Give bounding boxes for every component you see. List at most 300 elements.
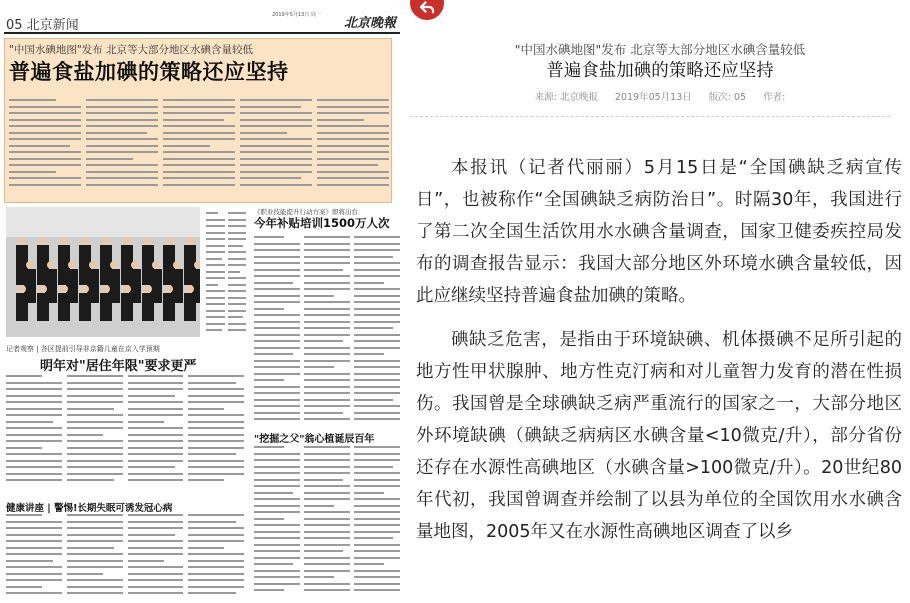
text-line (254, 405, 300, 407)
text-line (354, 275, 400, 277)
story3-text-columns (254, 446, 400, 596)
text-line (188, 453, 235, 455)
choir-photo-image (6, 207, 200, 337)
text-line (86, 112, 158, 114)
text-line (206, 271, 225, 273)
text-line (188, 534, 244, 536)
text-line (354, 492, 384, 494)
text-line (6, 460, 62, 462)
text-line (6, 553, 62, 555)
text-line (304, 308, 350, 310)
text-line (9, 184, 81, 186)
text-line (228, 258, 247, 260)
text-line (354, 589, 400, 591)
article-date: 2019年05月13日 (614, 92, 692, 103)
choir-singer-body (100, 293, 112, 321)
text-line (254, 321, 300, 323)
text-line (254, 479, 300, 481)
text-line (6, 401, 62, 403)
text-line (304, 288, 350, 290)
text-line (254, 366, 300, 368)
text-line (228, 284, 247, 286)
text-line (254, 459, 300, 461)
choir-singer-head (110, 261, 118, 269)
text-line (188, 573, 244, 575)
article-paragraph: 本报讯（记者代丽丽）5月15日是“全国碘缺乏病宣传日”，也被称作“全国碘缺乏病防治日”。时隔30年，我国进行了第二次全国生活饮用水水碘含量调查，国家卫健委疾控局发布的调查报告显示：我国大部分地区外环境水碘含量较低，因此应继续坚持普遍食盐加碘的策略。 (416, 158, 902, 306)
text-line (67, 479, 114, 481)
text-line (254, 256, 300, 258)
text-line (304, 412, 343, 414)
text-line (6, 540, 62, 542)
text-line (254, 353, 293, 355)
text-line (354, 511, 400, 513)
text-line (354, 505, 400, 507)
text-line (206, 297, 225, 299)
text-line (354, 360, 400, 362)
text-line (206, 212, 218, 214)
text-line (206, 323, 225, 325)
text-line (206, 245, 225, 247)
text-line (128, 460, 184, 462)
text-line (304, 243, 350, 245)
text-line (128, 440, 184, 442)
text-line (304, 405, 350, 407)
text-line (254, 373, 300, 375)
text-line (228, 329, 247, 331)
text-line (354, 262, 400, 264)
text-line (354, 327, 393, 329)
article-pane (410, 0, 910, 603)
text-line (228, 264, 247, 266)
text-line (163, 99, 235, 101)
text-line (9, 119, 81, 121)
text-line (354, 570, 400, 572)
text-line (254, 282, 293, 284)
text-line (206, 232, 225, 234)
text-line (304, 366, 334, 368)
text-column (254, 236, 300, 426)
text-line (354, 347, 400, 349)
text-line (254, 243, 300, 245)
choir-singer-head (60, 237, 68, 245)
text-line (188, 440, 244, 442)
text-line (206, 277, 225, 279)
text-line (128, 527, 184, 529)
text-column (317, 99, 389, 199)
text-line (228, 219, 247, 221)
newspaper-page[interactable] (0, 0, 404, 603)
text-line (254, 576, 300, 578)
text-line (188, 427, 244, 429)
text-line (240, 112, 312, 114)
text-line (354, 518, 400, 520)
text-line (6, 547, 62, 549)
lead-story-text-columns (9, 99, 389, 199)
text-line (67, 395, 123, 397)
text-line (317, 158, 389, 160)
text-line (128, 586, 184, 588)
choir-singer-head (89, 261, 97, 269)
text-line (254, 249, 300, 251)
text-line (128, 421, 164, 423)
text-line (304, 347, 350, 349)
choir-singer-head (123, 237, 131, 245)
text-line (254, 453, 300, 455)
story2-headline[interactable]: 明年对"居住年限"要求更严 (40, 359, 197, 374)
text-line (163, 171, 235, 173)
text-line (354, 399, 393, 401)
text-line (254, 485, 300, 487)
text-line (67, 534, 123, 536)
text-line (354, 531, 400, 533)
text-line (6, 453, 62, 455)
text-line (354, 485, 400, 487)
text-line (354, 295, 400, 297)
text-column (86, 99, 158, 199)
text-line (354, 412, 400, 414)
text-line (67, 434, 103, 436)
text-line (206, 316, 225, 318)
text-line (228, 271, 240, 273)
text-line (6, 566, 62, 568)
text-column (304, 446, 350, 596)
text-line (188, 408, 224, 410)
choir-singer-body (142, 293, 154, 321)
lead-story-block[interactable] (4, 38, 392, 203)
text-line (354, 308, 400, 310)
text-line (304, 275, 350, 277)
text-column (354, 446, 400, 596)
page-header (4, 12, 400, 34)
text-line (304, 386, 350, 388)
choir-singer-head (165, 285, 173, 293)
text-line (86, 106, 158, 108)
text-line (254, 392, 300, 394)
text-line (228, 297, 247, 299)
choir-singer-head (18, 285, 26, 293)
text-line (6, 427, 62, 429)
text-line (128, 553, 184, 555)
side-story-text-columns (254, 236, 400, 426)
text-line (6, 466, 62, 468)
text-line (67, 560, 123, 562)
text-line (9, 145, 70, 147)
text-line (67, 586, 123, 588)
choir-singer-body (79, 293, 91, 321)
text-line (317, 119, 364, 121)
text-line (163, 119, 224, 121)
text-line (354, 576, 400, 578)
text-line (228, 251, 247, 253)
text-line (354, 392, 400, 394)
text-line (128, 382, 184, 384)
text-line (128, 427, 184, 429)
back-button[interactable] (410, 0, 444, 20)
text-line (254, 563, 293, 565)
text-line (67, 453, 123, 455)
choir-singer-head (186, 237, 194, 245)
text-line (188, 382, 235, 384)
text-line (188, 521, 235, 523)
text-line (67, 414, 123, 416)
text-line (188, 560, 244, 562)
text-line (67, 573, 103, 575)
text-line (6, 414, 62, 416)
text-line (254, 314, 300, 316)
text-line (128, 388, 184, 390)
text-line (254, 288, 300, 290)
text-line (6, 579, 62, 581)
text-line (228, 323, 247, 325)
text-line (254, 418, 300, 420)
text-line (354, 498, 400, 500)
text-line (228, 245, 244, 247)
text-line (354, 472, 400, 474)
text-line (304, 544, 350, 546)
text-line (6, 440, 62, 442)
story4-headline[interactable]: 健康讲座 | 警惕!长期失眠可诱发冠心病 (6, 503, 173, 514)
text-line (354, 550, 400, 552)
text-column (163, 99, 235, 199)
page-number-label: 05 北京新闻 (6, 18, 79, 33)
text-line (254, 412, 300, 414)
text-line (67, 547, 114, 549)
text-line (354, 366, 400, 368)
text-line (128, 560, 164, 562)
text-column (9, 99, 81, 199)
choir-singer-head (47, 261, 55, 269)
text-line (304, 479, 343, 481)
text-line (254, 360, 300, 362)
text-line (128, 592, 184, 594)
text-line (206, 310, 225, 312)
text-line (86, 119, 158, 121)
text-line (6, 382, 62, 384)
text-line (188, 421, 244, 423)
text-line (254, 570, 300, 572)
text-line (304, 301, 350, 303)
choir-singer-head (81, 285, 89, 293)
text-line (128, 473, 184, 475)
text-line (9, 138, 81, 140)
text-line (304, 472, 350, 474)
text-line (304, 557, 350, 559)
text-line (354, 563, 384, 565)
text-line (304, 505, 334, 507)
text-line (304, 492, 350, 494)
text-line (67, 514, 123, 516)
text-line (228, 232, 247, 234)
text-line (86, 132, 147, 134)
text-line (254, 308, 284, 310)
text-line (240, 151, 312, 153)
choir-singer-head (102, 285, 110, 293)
text-line (163, 138, 235, 140)
text-line (128, 401, 184, 403)
text-line (188, 401, 244, 403)
story2-tag: 记者观察 | 各区提前引导非京籍儿童在京入学预期 (6, 345, 160, 353)
text-line (304, 327, 350, 329)
text-line (254, 505, 300, 507)
text-line (354, 321, 400, 323)
text-line (163, 112, 235, 114)
text-line (304, 576, 334, 578)
text-line (254, 262, 300, 264)
choir-singer-head (173, 261, 181, 269)
text-line (317, 132, 389, 134)
text-column (6, 514, 62, 598)
text-line (9, 106, 81, 108)
text-line (6, 560, 53, 562)
text-line (240, 184, 312, 186)
text-line (254, 550, 300, 552)
text-line (354, 418, 400, 420)
text-line (67, 466, 123, 468)
text-line (128, 414, 184, 416)
text-line (86, 125, 158, 127)
text-line (188, 414, 244, 416)
text-line (9, 125, 81, 127)
side-story-headline[interactable]: 今年补贴培训1500万人次 (254, 216, 390, 230)
text-line (128, 466, 175, 468)
text-line (128, 447, 184, 449)
choir-singer-head (123, 285, 131, 293)
text-line (304, 262, 350, 264)
story3-headline[interactable]: "挖掘之父"翁心植诞辰百年 (254, 434, 375, 445)
text-line (206, 303, 225, 305)
text-line (163, 125, 235, 127)
text-line (128, 566, 184, 568)
text-column (240, 99, 312, 199)
text-line (254, 557, 300, 559)
text-line (9, 132, 81, 134)
text-line (206, 264, 225, 266)
text-line (67, 421, 123, 423)
choir-singer-head (165, 237, 173, 245)
text-line (304, 334, 350, 336)
text-line (128, 434, 184, 436)
text-line (240, 145, 312, 147)
text-line (304, 236, 350, 238)
text-line (188, 479, 224, 481)
text-line (163, 158, 235, 160)
text-line (188, 473, 244, 475)
text-line (354, 282, 384, 284)
text-line (254, 295, 300, 297)
text-line (206, 238, 225, 240)
text-column (128, 375, 184, 487)
text-line (188, 553, 244, 555)
text-line (354, 583, 400, 585)
text-line (354, 314, 400, 316)
text-line (354, 459, 400, 461)
text-line (254, 446, 284, 448)
text-line (304, 531, 350, 533)
text-line (354, 405, 400, 407)
text-line (304, 269, 343, 271)
text-line (304, 485, 350, 487)
text-line (254, 386, 300, 388)
choir-singer-head (60, 285, 68, 293)
text-line (206, 258, 222, 260)
text-line (188, 466, 244, 468)
text-line (128, 514, 184, 516)
text-line (67, 408, 114, 410)
text-line (86, 164, 158, 166)
text-line (67, 566, 123, 568)
text-line (304, 295, 334, 297)
text-line (240, 99, 312, 101)
text-line (9, 151, 81, 153)
text-line (228, 212, 247, 214)
text-line (163, 177, 235, 179)
text-line (9, 158, 81, 160)
text-column (67, 375, 123, 487)
text-line (128, 375, 184, 377)
text-line (67, 553, 123, 555)
text-line (304, 550, 343, 552)
text-line (254, 379, 284, 381)
article-source: 来源: 北京晚报 (534, 92, 598, 103)
text-line (188, 586, 244, 588)
text-line (354, 379, 400, 381)
text-line (304, 373, 350, 375)
text-line (128, 573, 184, 575)
text-line (86, 151, 158, 153)
text-line (254, 531, 300, 533)
choir-singer-head (131, 261, 139, 269)
text-line (354, 446, 400, 448)
text-line (240, 171, 312, 173)
text-line (354, 340, 400, 342)
text-line (317, 184, 389, 186)
article-title: 普遍食盐加碘的策略还应坚持 (546, 61, 774, 81)
text-line (6, 479, 62, 481)
text-line (188, 592, 235, 594)
choir-singer-head (144, 285, 152, 293)
text-line (67, 527, 123, 529)
text-line (354, 386, 400, 388)
choir-singer-body (37, 293, 49, 321)
text-line (67, 427, 123, 429)
news-photo-choir[interactable] (6, 207, 200, 337)
text-line (6, 447, 42, 449)
text-line (128, 534, 175, 536)
text-line (254, 589, 284, 591)
text-line (354, 288, 400, 290)
photo-caption (206, 212, 246, 332)
text-line (228, 316, 244, 318)
story4-text-columns (6, 514, 244, 598)
text-line (304, 249, 350, 251)
side-story-kicker: 《职业技能提升行动方案》即将出台 (254, 208, 358, 216)
lead-story-headline: 普遍食盐加碘的策略还应坚持 (9, 60, 289, 84)
text-line (128, 395, 175, 397)
text-line (206, 284, 218, 286)
text-line (354, 524, 400, 526)
text-line (228, 290, 247, 292)
choir-singer-body (184, 293, 196, 321)
lead-story-kicker: "中国水碘地图"发布 北京等大部分地区水碘含量较低 (9, 44, 253, 56)
text-line (9, 171, 56, 173)
text-line (254, 498, 300, 500)
text-line (317, 164, 378, 166)
text-line (254, 301, 300, 303)
text-line (188, 375, 244, 377)
text-line (228, 225, 247, 227)
article-kicker: "中国水碘地图"发布 北京等大部分地区水碘含量较低 (514, 42, 806, 57)
article-paragraph: 碘缺乏危害，是指由于环境缺碘、机体摄碘不足所引起的地方性甲状腺肿、地方性克汀病和对儿童智力发育的潜在性损伤。我国曾是全球碘缺乏病严重流行的国家之一，大部分地区外环境缺碘（碘缺乏病病区水碘含量<10微克/升），部分省份还存在水源性高碘地区（水碘含量>100微克/升）。20世纪80年代初，我国曾调查并绘制了以县为单位的全国饮用水水碘含量地图，2005年又在水源性高碘地区调查了以乡 (416, 330, 902, 542)
